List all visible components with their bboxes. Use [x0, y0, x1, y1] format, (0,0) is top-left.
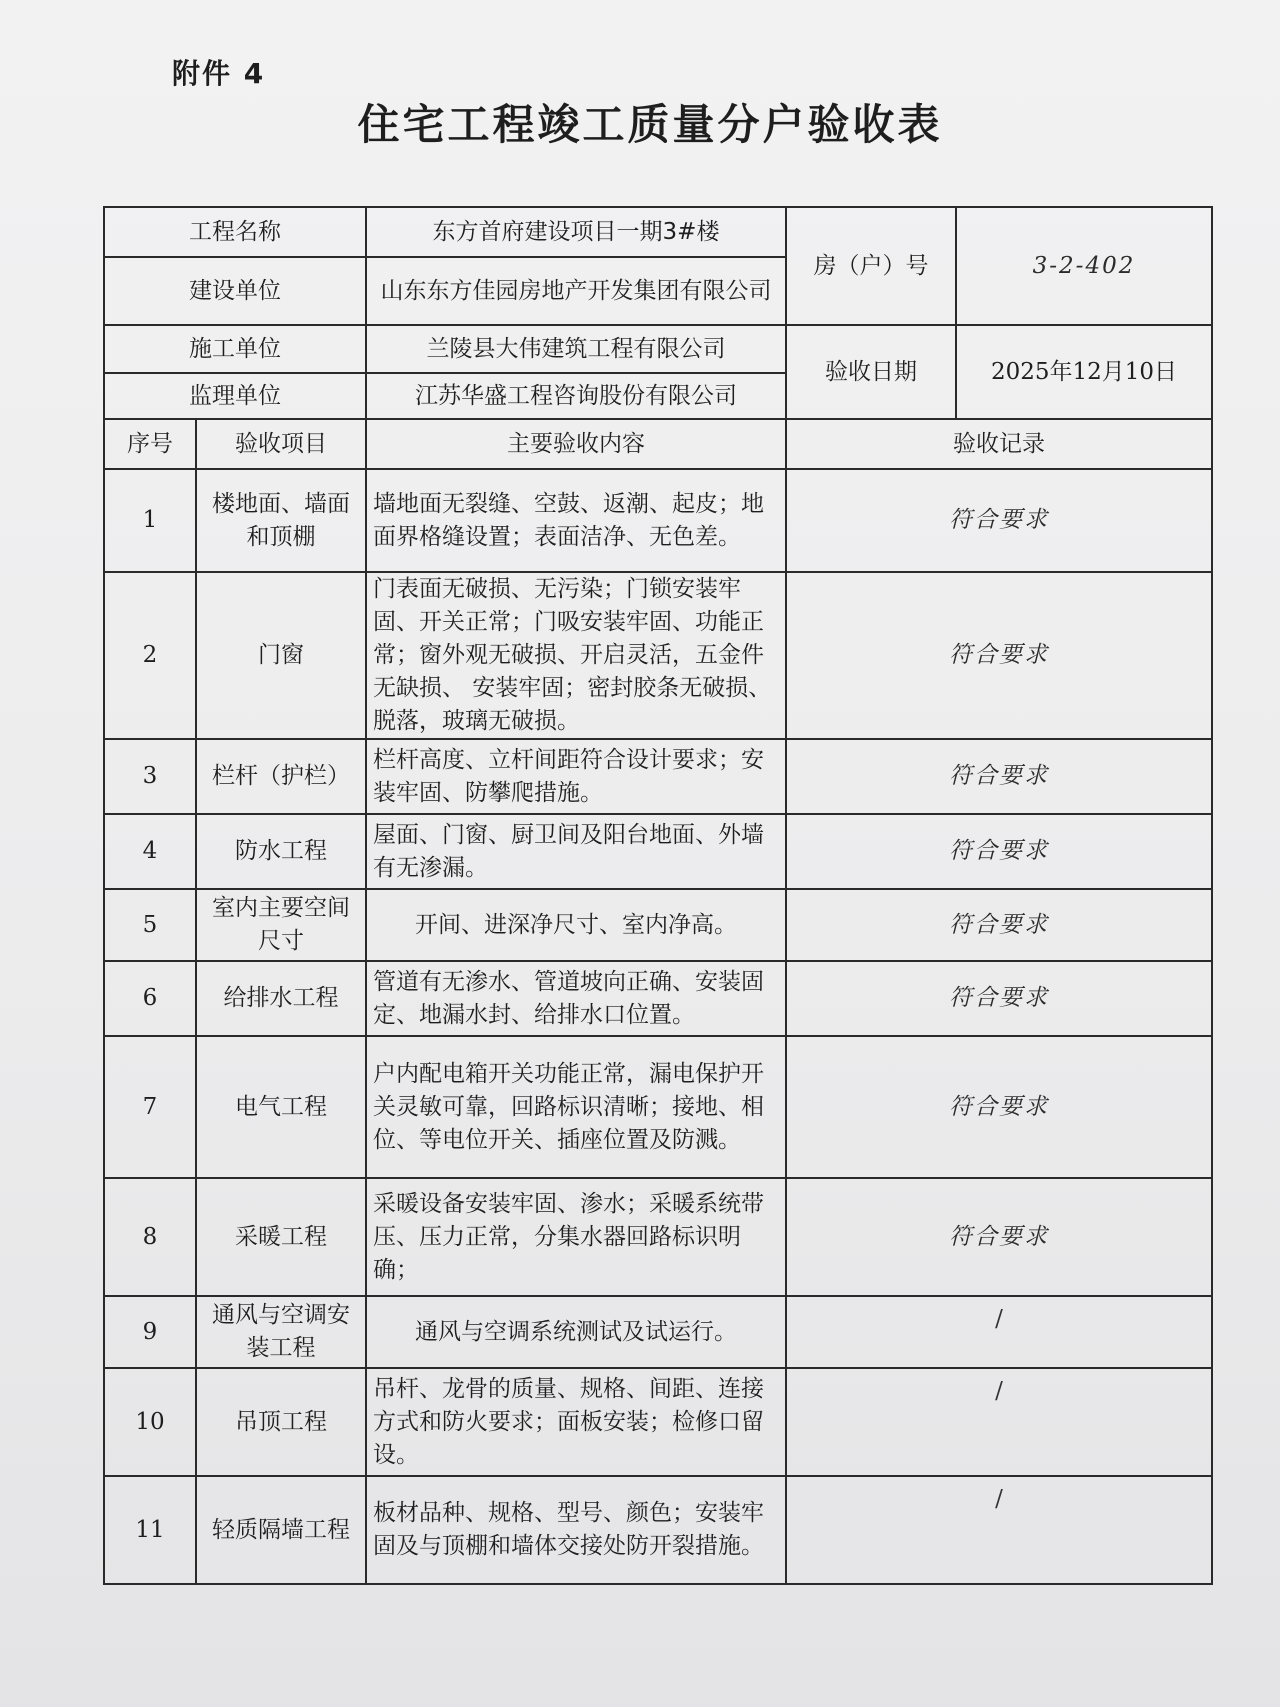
row-record: 符合要求 [786, 814, 1212, 889]
row-index: 7 [104, 1036, 196, 1178]
row-content: 采暖设备安装牢固、渗水；采暖系统带压、压力正常，分集水器回路标识明确； [366, 1178, 786, 1296]
row-content: 通风与空调系统测试及试运行。 [366, 1296, 786, 1368]
table-row [104, 1036, 1212, 1178]
row-item: 轻质隔墙工程 [196, 1476, 366, 1584]
row-record: 符合要求 [786, 1036, 1212, 1178]
project-name-label: 工程名称 [104, 207, 366, 257]
builder-label: 建设单位 [104, 257, 366, 325]
row-item: 通风与空调安装工程 [196, 1296, 366, 1368]
row-record: 符合要求 [786, 739, 1212, 814]
row-content: 管道有无渗水、管道坡向正确、安装固定、地漏水封、给排水口位置。 [366, 961, 786, 1036]
contractor-value: 兰陵县大伟建筑工程有限公司 [366, 325, 786, 373]
row-index: 2 [104, 572, 196, 739]
table-row [104, 1296, 1212, 1368]
table-row [104, 814, 1212, 889]
row-content: 屋面、门窗、厨卫间及阳台地面、外墙有无渗漏。 [366, 814, 786, 889]
col-header-content: 主要验收内容 [366, 419, 786, 469]
col-header-record: 验收记录 [786, 419, 1212, 469]
row-content: 开间、进深净尺寸、室内净高。 [366, 889, 786, 961]
row-record: / [786, 1368, 1212, 1476]
row-content: 吊杆、龙骨的质量、规格、间距、连接方式和防火要求；面板安装；检修口留设。 [366, 1368, 786, 1476]
row-index: 5 [104, 889, 196, 961]
table-row [104, 961, 1212, 1036]
row-index: 4 [104, 814, 196, 889]
row-index: 1 [104, 469, 196, 572]
date-label: 验收日期 [786, 325, 956, 419]
row-item: 电气工程 [196, 1036, 366, 1178]
row-item: 给排水工程 [196, 961, 366, 1036]
row-index: 9 [104, 1296, 196, 1368]
row-content: 户内配电箱开关功能正常，漏电保护开关灵敏可靠，回路标识清晰；接地、相位、等电位开关、插座位置及防溅。 [366, 1036, 786, 1178]
row-index: 6 [104, 961, 196, 1036]
page-title: 住宅工程竣工质量分户验收表 [357, 100, 943, 149]
row-item: 室内主要空间尺寸 [196, 889, 366, 961]
row-item: 栏杆（护栏） [196, 739, 366, 814]
table-row [104, 1476, 1212, 1584]
row-index: 11 [104, 1476, 196, 1584]
builder-value: 山东东方佳园房地产开发集团有限公司 [366, 257, 786, 325]
supervisor-label: 监理单位 [104, 373, 366, 419]
date-value: 2025年12月10日 [956, 325, 1212, 419]
table-row [104, 1368, 1212, 1476]
row-content: 栏杆高度、立杆间距符合设计要求；安装牢固、防攀爬措施。 [366, 739, 786, 814]
table-row [104, 469, 1212, 572]
row-item: 吊顶工程 [196, 1368, 366, 1476]
row-item: 防水工程 [196, 814, 366, 889]
project-name-value: 东方首府建设项目一期3#楼 [366, 207, 786, 257]
row-item: 楼地面、墙面和顶棚 [196, 469, 366, 572]
row-record: / [786, 1476, 1212, 1584]
row-record: 符合要求 [786, 889, 1212, 961]
unit-no-label: 房（户）号 [786, 207, 956, 325]
inspection-table [103, 206, 1213, 1585]
attachment-label: 附件 4 [172, 57, 266, 90]
info-row-contractor [104, 325, 1212, 373]
table-row [104, 572, 1212, 739]
col-header-index: 序号 [104, 419, 196, 469]
table-row [104, 1178, 1212, 1296]
row-index: 8 [104, 1178, 196, 1296]
row-content: 门表面无破损、无污染；门锁安装牢固、开关正常；门吸安装牢固、功能正常；窗外观无破损、开启灵活，五金件无缺损、 安装牢固；密封胶条无破损、脱落，玻璃无破损。 [366, 572, 786, 739]
col-header-item: 验收项目 [196, 419, 366, 469]
row-index: 3 [104, 739, 196, 814]
row-record: 符合要求 [786, 961, 1212, 1036]
column-header-row [104, 419, 1212, 469]
row-record: / [786, 1296, 1212, 1368]
row-record: 符合要求 [786, 1178, 1212, 1296]
row-content: 板材品种、规格、型号、颜色；安装牢固及与顶棚和墙体交接处防开裂措施。 [366, 1476, 786, 1584]
table-row [104, 889, 1212, 961]
unit-no-value: 3-2-402 [956, 207, 1212, 325]
row-index: 10 [104, 1368, 196, 1476]
row-item: 门窗 [196, 572, 366, 739]
supervisor-value: 江苏华盛工程咨询股份有限公司 [366, 373, 786, 419]
contractor-label: 施工单位 [104, 325, 366, 373]
row-content: 墙地面无裂缝、空鼓、返潮、起皮；地面界格缝设置；表面洁净、无色差。 [366, 469, 786, 572]
row-record: 符合要求 [786, 469, 1212, 572]
info-row-project [104, 207, 1212, 257]
row-record: 符合要求 [786, 572, 1212, 739]
row-item: 采暖工程 [196, 1178, 366, 1296]
table-row [104, 739, 1212, 814]
